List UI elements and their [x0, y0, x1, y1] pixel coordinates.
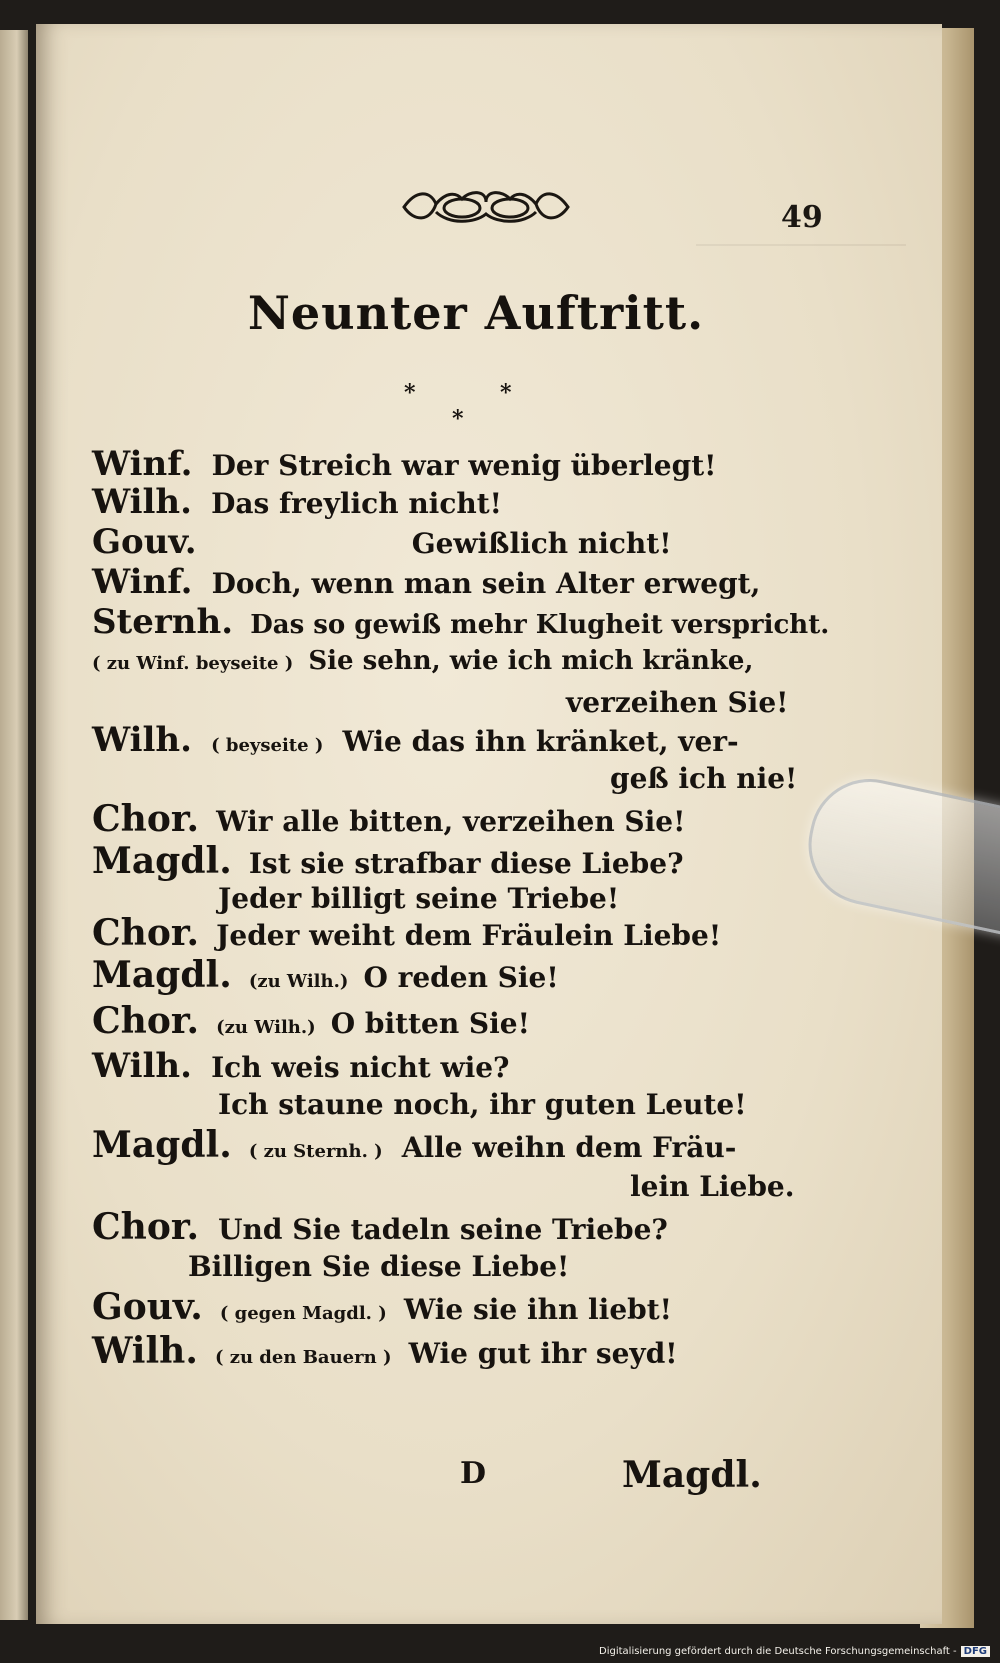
speaker-name: Gouv. [92, 522, 197, 562]
line-text: Ich staune noch, ihr guten Leute! [218, 1088, 747, 1121]
dialogue-line [92, 912, 721, 954]
left-page-edge [0, 30, 28, 1620]
line-text: Ist sie strafbar diese Liebe? [248, 847, 684, 880]
page-number: 49 [781, 200, 823, 235]
stage-direction: ( beyseite ) [211, 735, 324, 756]
line-text: Sie sehn, wie ich mich kränke, [308, 646, 754, 676]
line-text: O reden Sie! [363, 961, 559, 994]
dialogue-line [610, 762, 797, 795]
asterisk: * [500, 380, 512, 406]
line-text: O bitten Sie! [330, 1007, 530, 1040]
catchword: Magdl. [622, 1454, 762, 1496]
line-text: Jeder billigt seine Triebe! [218, 882, 620, 915]
line-text: Wie gut ihr seyd! [408, 1337, 678, 1370]
speaker-name: Chor. [92, 1206, 200, 1248]
line-text: Wie sie ihn liebt! [403, 1293, 672, 1326]
line-text: lein Liebe. [630, 1170, 795, 1203]
dialogue-line [92, 1286, 672, 1328]
dialogue-line [92, 1330, 678, 1372]
line-text: Billigen Sie diese Liebe! [188, 1250, 570, 1283]
stage-direction: (zu Wilh.) [216, 1017, 316, 1038]
stage-direction: ( zu Winf. beyseite ) [92, 653, 294, 674]
speaker-name: Chor. [92, 1000, 200, 1042]
line-text: Und Sie tadeln seine Triebe? [218, 1213, 668, 1246]
speaker-name: Magdl. [92, 1124, 232, 1166]
dialogue-line [218, 1088, 747, 1121]
dialogue-line [92, 1046, 509, 1086]
speaker-name: Wilh. [92, 482, 192, 522]
speaker-name: Wilh. [92, 720, 192, 760]
speaker-name: Chor. [92, 798, 200, 840]
dfg-logo: DFG [961, 1646, 990, 1657]
line-text: geß ich nie! [610, 762, 798, 795]
dialogue-line [92, 562, 760, 602]
dialogue-line [188, 1250, 569, 1283]
dialogue-line [566, 686, 788, 719]
asterisk: * [404, 380, 416, 406]
dialogue-line [92, 482, 502, 522]
speaker-name: Winf. [92, 562, 193, 602]
stage-direction: ( gegen Magdl. ) [219, 1303, 387, 1324]
speaker-name: Gouv. [92, 1286, 203, 1328]
dialogue-line [92, 602, 829, 642]
speaker-name: Chor. [92, 912, 200, 954]
line-text: Das so gewiß mehr Klugheit verspricht. [250, 610, 830, 640]
line-text: Wie das ihn kränket, ver- [342, 725, 739, 758]
ornament-icon [396, 184, 576, 230]
speaker-name: Winf. [92, 444, 193, 484]
dialogue-line [92, 1124, 736, 1166]
dialogue-line [92, 720, 739, 760]
dialogue-line [92, 954, 559, 996]
line-text: Der Streich war wenig überlegt! [211, 449, 717, 482]
asterism [404, 380, 544, 430]
stage-direction: ( zu den Bauern ) [214, 1347, 392, 1368]
speaker-name: Magdl. [92, 954, 232, 996]
book-page [36, 24, 942, 1624]
dialogue-line [92, 840, 683, 882]
dialogue-line [92, 1000, 530, 1042]
line-text: Ich weis nicht wie? [211, 1051, 510, 1084]
stage-direction: ( zu Sternh. ) [248, 1141, 383, 1162]
speaker-name: Sternh. [92, 602, 234, 642]
dialogue-line [92, 444, 716, 484]
dialogue-line [218, 882, 619, 915]
dialogue-line [630, 1170, 794, 1203]
dialogue-line [92, 1206, 668, 1248]
line-text: verzeihen Sie! [566, 686, 789, 719]
scene-heading: Neunter Auftritt. [247, 286, 705, 340]
line-text: Jeder weiht dem Fräulein Liebe! [216, 919, 722, 952]
digitization-credit [599, 1646, 990, 1657]
speaker-name: Magdl. [92, 840, 232, 882]
stage-direction: (zu Wilh.) [248, 971, 349, 992]
dialogue-line [92, 798, 685, 840]
credit-text: Digitalisierung gefördert durch die Deutsche Forschungsgemeinschaft - [599, 1646, 957, 1657]
line-text: Alle weihn dem Fräu- [401, 1131, 737, 1164]
speaker-name: Wilh. [92, 1330, 198, 1372]
asterisk: * [452, 406, 464, 432]
speaker-name: Wilh. [92, 1046, 192, 1086]
line-text: Doch, wenn man sein Alter erwegt, [211, 567, 761, 600]
line-text: Wir alle bitten, verzeihen Sie! [216, 805, 686, 838]
line-text: Gewißlich nicht! [411, 527, 672, 560]
dialogue-line [92, 522, 672, 562]
signature-mark: D [460, 1456, 487, 1491]
dialogue-line [92, 646, 754, 676]
line-text: Das freylich nicht! [211, 487, 502, 520]
